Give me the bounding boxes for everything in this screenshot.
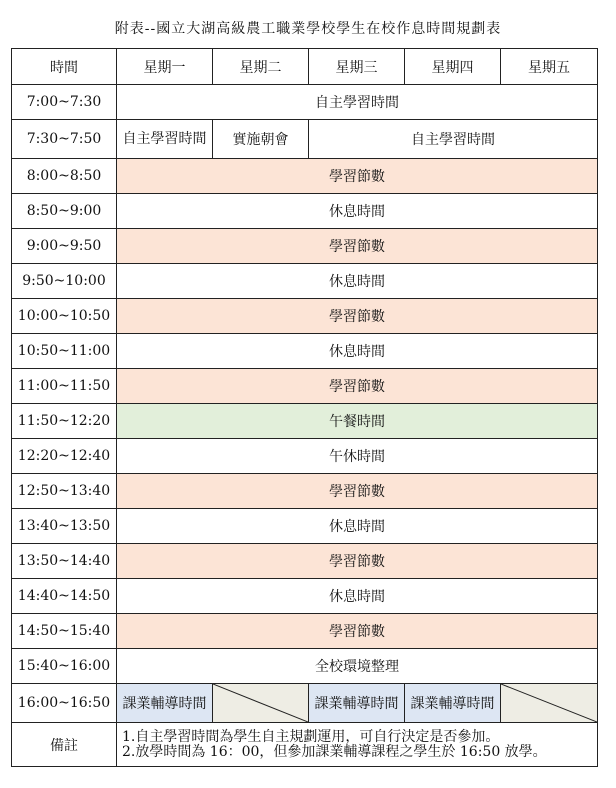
time-cell: 16:00~16:50 — [12, 684, 117, 723]
table-row — [12, 579, 598, 614]
schedule-table — [11, 48, 598, 767]
remarks-content — [117, 723, 598, 767]
activity-cell: 休息時間 — [117, 334, 598, 369]
time-cell: 11:50~12:20 — [12, 404, 117, 439]
table-row — [12, 404, 598, 439]
table-row — [12, 299, 598, 334]
empty-cell-tuesday — [213, 684, 309, 723]
remark-line: 1.自主學習時間為學生自主規劃運用，可自行決定是否參加。 — [122, 728, 500, 745]
tutoring-cell-monday: 課業輔導時間 — [117, 684, 213, 723]
remarks-row — [12, 723, 598, 767]
activity-cell: 學習節數 — [117, 544, 598, 579]
table-row — [12, 684, 598, 723]
table-row — [12, 229, 598, 264]
time-cell: 12:50~13:40 — [12, 474, 117, 509]
diagonal-line — [501, 684, 597, 722]
time-cell: 9:00~9:50 — [12, 229, 117, 264]
header-time: 時間 — [12, 49, 117, 85]
time-cell: 8:50~9:00 — [12, 194, 117, 229]
time-cell: 10:00~10:50 — [12, 299, 117, 334]
time-cell: 10:50~11:00 — [12, 334, 117, 369]
header-tuesday: 星期二 — [213, 49, 309, 85]
header-friday: 星期五 — [501, 49, 598, 85]
time-cell: 7:00~7:30 — [12, 85, 117, 120]
activity-cell: 休息時間 — [117, 579, 598, 614]
table-row — [12, 474, 598, 509]
table-row — [12, 439, 598, 474]
activity-cell: 午餐時間 — [117, 404, 598, 439]
time-cell: 13:40~13:50 — [12, 509, 117, 544]
activity-cell: 自主學習時間 — [117, 85, 598, 120]
time-cell: 9:50~10:00 — [12, 264, 117, 299]
activity-cell: 學習節數 — [117, 369, 598, 404]
remarks-label: 備註 — [12, 723, 117, 767]
table-row — [12, 369, 598, 404]
table-row — [12, 649, 598, 684]
table-row — [12, 120, 598, 159]
activity-cell: 學習節數 — [117, 474, 598, 509]
header-monday: 星期一 — [117, 49, 213, 85]
activity-cell: 學習節數 — [117, 229, 598, 264]
table-row — [12, 85, 598, 120]
table-row — [12, 264, 598, 299]
activity-cell-tuesday: 實施朝會 — [213, 120, 309, 159]
activity-cell: 休息時間 — [117, 509, 598, 544]
time-cell: 12:20~12:40 — [12, 439, 117, 474]
header-thursday: 星期四 — [405, 49, 501, 85]
activity-cell: 學習節數 — [117, 299, 598, 334]
activity-cell: 學習節數 — [117, 614, 598, 649]
page-title: 附表--國立大湖高級農工職業學校學生在校作息時間規劃表 — [114, 21, 502, 37]
table-row — [12, 194, 598, 229]
table-row — [12, 509, 598, 544]
table-row — [12, 334, 598, 369]
activity-cell: 午休時間 — [117, 439, 598, 474]
time-cell: 15:40~16:00 — [12, 649, 117, 684]
tutoring-cell-wednesday: 課業輔導時間 — [309, 684, 405, 723]
time-cell: 7:30~7:50 — [12, 120, 117, 159]
table-row — [12, 614, 598, 649]
activity-cell-rest: 自主學習時間 — [309, 120, 598, 159]
table-row — [12, 159, 598, 194]
header-row — [12, 49, 598, 85]
time-cell: 14:50~15:40 — [12, 614, 117, 649]
diagonal-line — [213, 684, 308, 722]
time-cell: 14:40~14:50 — [12, 579, 117, 614]
activity-cell: 休息時間 — [117, 264, 598, 299]
time-cell: 8:00~8:50 — [12, 159, 117, 194]
header-wednesday: 星期三 — [309, 49, 405, 85]
empty-cell-friday — [501, 684, 598, 723]
table-row — [12, 544, 598, 579]
time-cell: 11:00~11:50 — [12, 369, 117, 404]
tutoring-cell-thursday: 課業輔導時間 — [405, 684, 501, 723]
remark-line: 2.放學時間為 16：00，但參加課業輔導課程之學生於 16:50 放學。 — [122, 743, 547, 760]
time-cell: 13:50~14:40 — [12, 544, 117, 579]
activity-cell-monday: 自主學習時間 — [117, 120, 213, 159]
activity-cell: 休息時間 — [117, 194, 598, 229]
activity-cell: 學習節數 — [117, 159, 598, 194]
activity-cell: 全校環境整理 — [117, 649, 598, 684]
